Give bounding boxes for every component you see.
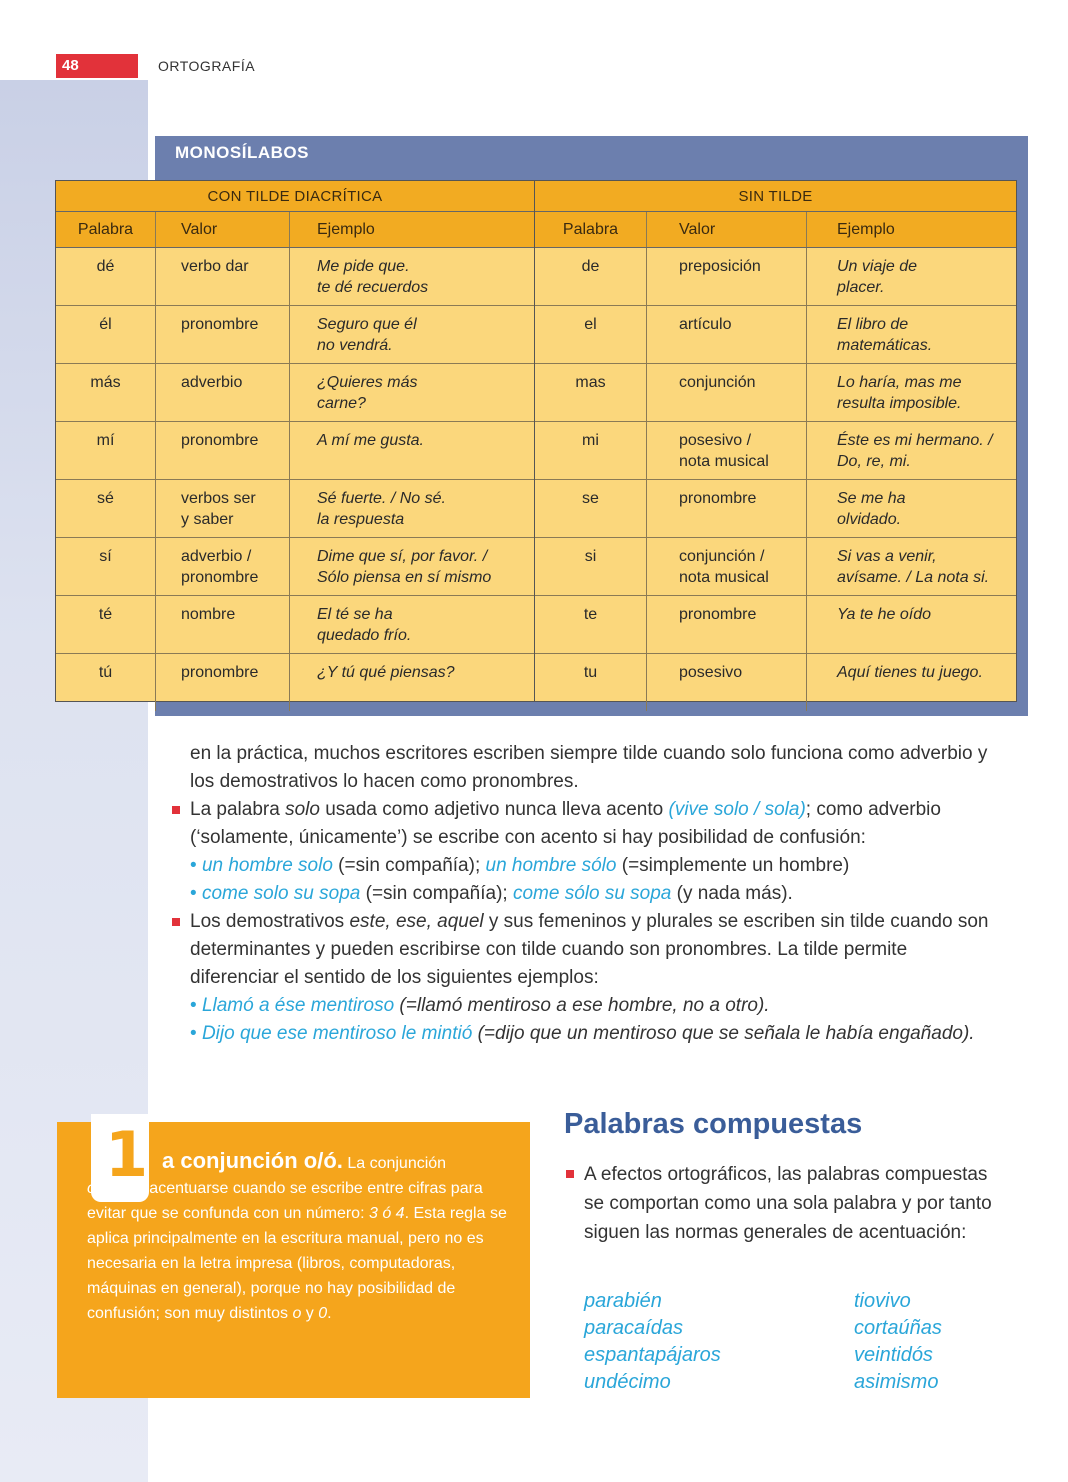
cell-value: pronombre <box>156 422 290 479</box>
compound-words-col2 <box>854 1288 942 1396</box>
cell-value: pronombre <box>156 654 290 711</box>
col-header-example: Ejemplo <box>837 221 895 238</box>
table-title: MONOSÍLABOS <box>175 143 309 162</box>
cell-word: té <box>56 596 156 653</box>
cell-value: pronombre <box>647 596 807 653</box>
table-row <box>535 480 1016 538</box>
compound-word: veintidós <box>854 1344 933 1366</box>
compound-word: undécimo <box>584 1371 671 1393</box>
cell-word: mi <box>535 422 647 479</box>
cell-example: Aquí tienes tu juego. <box>837 664 983 681</box>
cell-value: adverbio / pronombre <box>156 538 290 595</box>
table-row <box>56 248 534 306</box>
cell-example: Me pide que. te dé recuerdos <box>317 258 429 296</box>
table-row <box>535 364 1016 422</box>
bullet-demonstratives: Los demostrativos este, ese, aquel y sus femeninos y plurales se escriben sin tilde cuando son determinantes y pueden escribirse con tilde cuando son pronombres. La tilde permite diferenciar el sentido de los siguientes ejemplos: <box>190 908 1000 992</box>
cell-example: Si vas a venir, avísame. / La nota si. <box>837 548 990 586</box>
table-row <box>56 306 534 364</box>
compound-word: espantapájaros <box>584 1344 721 1366</box>
column-headers <box>56 212 534 248</box>
col-header-example: Ejemplo <box>317 221 375 238</box>
cell-value: conjunción / nota musical <box>647 538 807 595</box>
cell-word: dé <box>56 248 156 305</box>
table-row <box>535 596 1016 654</box>
cell-value: posesivo / nota musical <box>647 422 807 479</box>
sub-example-3: • Llamó a ése mentiroso (=llamó mentiroso a ese hombre, no a otro). <box>190 995 770 1016</box>
table-row <box>56 538 534 596</box>
cell-value: nombre <box>156 596 290 653</box>
note-number: 1 <box>105 1118 149 1191</box>
compound-word: paracaídas <box>584 1317 683 1339</box>
cell-value: pronombre <box>156 306 290 363</box>
cell-example: El libro de matemáticas. <box>837 316 933 354</box>
cell-example: Sé fuerte. / No sé. la respuesta <box>317 490 446 528</box>
paragraph-continuation: en la práctica, muchos escritores escriben siempre tilde cuando solo funciona como adverbio y los demostrativos lo hacen como pronombres. <box>190 743 988 792</box>
cell-example: Seguro que él no vendrá. <box>317 316 417 354</box>
cell-example: Dime que sí, por favor. / Sólo piensa en sí mismo <box>317 548 492 586</box>
cell-value: conjunción <box>647 364 807 421</box>
cell-word: si <box>535 538 647 595</box>
cell-value: verbos ser y saber <box>156 480 290 537</box>
col-header-value: Valor <box>647 212 807 247</box>
without-accent-half <box>535 181 1016 701</box>
sub-example-1: • un hombre solo (=sin compañía); un hombre sólo (=simplemente un hombre) <box>190 855 850 876</box>
cell-example: Un viaje de placer. <box>837 258 918 296</box>
compound-heading: Palabras compuestas <box>564 1108 863 1140</box>
cell-example: A mí me gusta. <box>317 432 424 449</box>
sub-example-4: • Dijo que ese mentiroso le mintió (=dijo que un mentiroso que se señala le había engañado). <box>190 1023 975 1044</box>
cell-word: él <box>56 306 156 363</box>
table-row <box>535 306 1016 364</box>
cell-word: de <box>535 248 647 305</box>
cell-word: mas <box>535 364 647 421</box>
note-box <box>57 1118 530 1398</box>
cell-word: sí <box>56 538 156 595</box>
cell-example: Se me ha olvidado. <box>837 490 906 528</box>
note-text: a conjunción o/ó. La conjunción o puede acentuarse cuando se escribe entre cifras para evitar que se confunda con un número: 3 ó 4. Esta regla se aplica principalmente en la escritura manual, pero no es necesaria en la letra impresa (libros, computadoras, máquinas en general), porque no hay posibilidad de confusión; son muy distintos o y 0. <box>87 1148 507 1322</box>
page-number: 48 <box>56 54 138 78</box>
monosyllables-table <box>55 180 1017 702</box>
bullet-solo: La palabra solo usada como adjetivo nunca lleva acento (vive solo / sola); como adverbio (‘solamente, únicamente’) se escribe con acento si hay posibilidad de confusión: <box>190 796 1000 852</box>
cell-word: más <box>56 364 156 421</box>
cell-example: Ya te he oído <box>837 606 931 623</box>
table-row <box>535 538 1016 596</box>
table-body-right <box>535 248 1016 711</box>
compound-word: tiovivo <box>854 1290 911 1312</box>
compound-word: parabién <box>584 1290 662 1312</box>
cell-example: ¿Y tú qué piensas? <box>317 664 455 681</box>
cell-word: mí <box>56 422 156 479</box>
compound-words-col1 <box>584 1288 721 1396</box>
table-row <box>535 248 1016 306</box>
compound-word: cortaúñas <box>854 1317 942 1339</box>
compound-text: A efectos ortográficos, las palabras compuestas se comportan como una sola palabra y por tanto siguen las normas generales de acentuación: <box>584 1160 1000 1247</box>
cell-word: sé <box>56 480 156 537</box>
cell-word: tú <box>56 654 156 711</box>
table-body-left <box>56 248 534 711</box>
col-header-word: Palabra <box>535 212 647 247</box>
body-text <box>190 740 1000 1048</box>
table-row <box>56 596 534 654</box>
col-header-value: Valor <box>156 212 290 247</box>
column-headers <box>535 212 1016 248</box>
cell-value: artículo <box>647 306 807 363</box>
cell-word: tu <box>535 654 647 711</box>
table-row <box>56 654 534 711</box>
cell-word: se <box>535 480 647 537</box>
cell-example: Lo haría, mas me resulta imposible. <box>837 374 962 412</box>
table-row <box>535 654 1016 711</box>
cell-example: El té se ha quedado frío. <box>317 606 412 644</box>
col-header-word: Palabra <box>56 212 156 247</box>
table-row <box>56 480 534 538</box>
table-row <box>56 422 534 480</box>
table-row <box>56 364 534 422</box>
with-accent-half <box>56 181 535 701</box>
table-row <box>535 422 1016 480</box>
cell-example: Éste es mi hermano. / Do, re, mi. <box>837 432 993 470</box>
cell-value: preposición <box>647 248 807 305</box>
cell-word: te <box>535 596 647 653</box>
cell-word: el <box>535 306 647 363</box>
section-label: ORTOGRAFÍA <box>158 58 256 74</box>
cell-example: ¿Quieres más carne? <box>317 374 418 412</box>
cell-value: posesivo <box>647 654 807 711</box>
cell-value: pronombre <box>647 480 807 537</box>
cell-value: verbo dar <box>156 248 290 305</box>
compound-word: asimismo <box>854 1371 939 1393</box>
group-header-with-accent: CON TILDE DIACRÍTICA <box>56 181 534 212</box>
sub-example-2: • come solo su sopa (=sin compañía); come sólo su sopa (y nada más). <box>190 883 793 904</box>
cell-value: adverbio <box>156 364 290 421</box>
group-header-without-accent: SIN TILDE <box>535 181 1016 212</box>
